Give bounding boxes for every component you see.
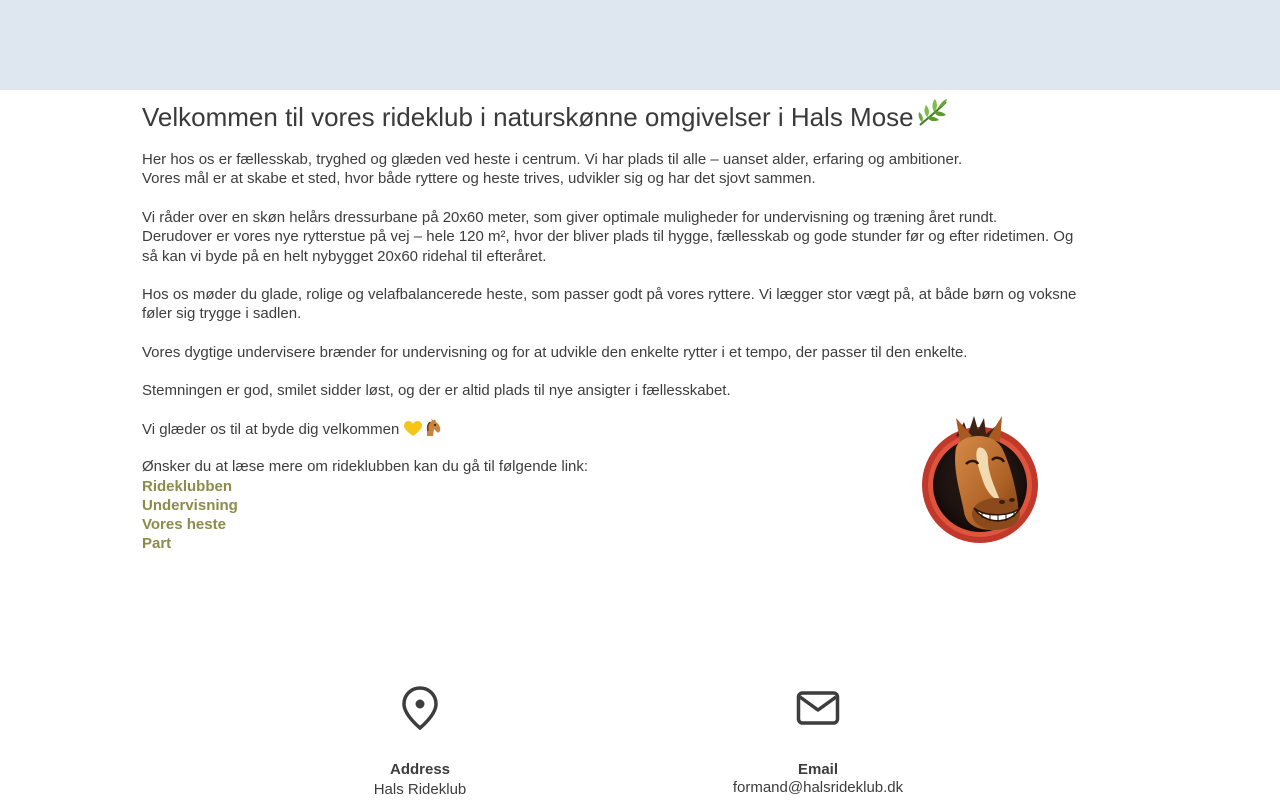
address-value: Hals Rideklub	[373, 781, 467, 798]
facilities-paragraph	[142, 208, 1092, 266]
header-bar	[0, 0, 1280, 90]
links-list	[142, 477, 238, 553]
links-intro-paragraph	[142, 457, 588, 476]
paragraph-line: Vi glæder os til at byde dig velkommen	[142, 421, 400, 438]
instructors-paragraph	[142, 343, 967, 362]
horse-face-icon	[422, 419, 442, 442]
welcome-paragraph	[142, 419, 442, 442]
page-title	[142, 98, 1102, 137]
paragraph-line: Derudover er vores nye rytterstue på vej – hele 120 m², hvor der bliver plads til hygge, fællesskab og gode stunder før og efter ridetimen. Og så kan vi byde på en helt nybygget 20x60 ridehal til efteråret.	[142, 228, 1074, 265]
horse-mascot-logo	[916, 408, 1044, 550]
paragraph-line: Stemningen er god, smilet sidder løst, og der er altid plads til nye ansigter i fællesskabet.	[142, 382, 731, 399]
main-content	[142, 98, 1102, 553]
footer-address	[300, 683, 540, 800]
atmosphere-paragraph	[142, 381, 731, 400]
map-pin-icon	[300, 683, 540, 733]
yellow-heart-icon	[404, 421, 422, 442]
email-link[interactable]: formand@halsrideklub.dk	[732, 779, 904, 796]
paragraph-line: Vi råder over en skøn helårs dressurbane på 20x60 meter, som giver optimale muligheder for undervisning og træning året rundt.	[142, 209, 998, 226]
link-vores-heste[interactable]: Vores heste	[142, 516, 226, 534]
mail-icon	[698, 683, 938, 733]
paragraph-line: Her hos os er fællesskab, tryghed og glæden ved heste i centrum. Vi har plads til alle – uanset alder, erfaring og ambitioner.	[142, 151, 963, 168]
link-rideklubben[interactable]: Rideklubben	[142, 478, 233, 495]
paragraph-line: Ønsker du at læse mere om rideklubben kan du gå til følgende link:	[142, 458, 589, 475]
paragraph-line: Hos os møder du glade, rolige og velafbalancerede heste, som passer godt på vores ryttere. Vi lægger stor vægt på, at både børn og voksne føler sig trygge i sadlen.	[142, 286, 1077, 323]
footer-email	[698, 683, 938, 798]
link-part[interactable]: Part	[142, 535, 172, 553]
link-undervisning[interactable]: Undervisning	[142, 497, 238, 515]
paragraph-line: Vores dygtige undervisere brænder for undervisning og for at udvikle den enkelte rytter i et tempo, der passer til den enkelte.	[142, 344, 968, 361]
page-title-text: Velkommen til vores rideklub i naturskønne omgivelser i Hals Mose	[142, 102, 914, 132]
paragraph-line: Vores mål er at skabe et sted, hvor både ryttere og heste trives, udvikler sig og har det sjovt sammen.	[142, 170, 816, 188]
herb-leaf-icon	[916, 98, 948, 137]
address-title: Address	[389, 761, 451, 778]
horses-paragraph	[142, 285, 1092, 324]
email-title: Email	[797, 761, 839, 778]
intro-paragraph	[142, 150, 962, 189]
